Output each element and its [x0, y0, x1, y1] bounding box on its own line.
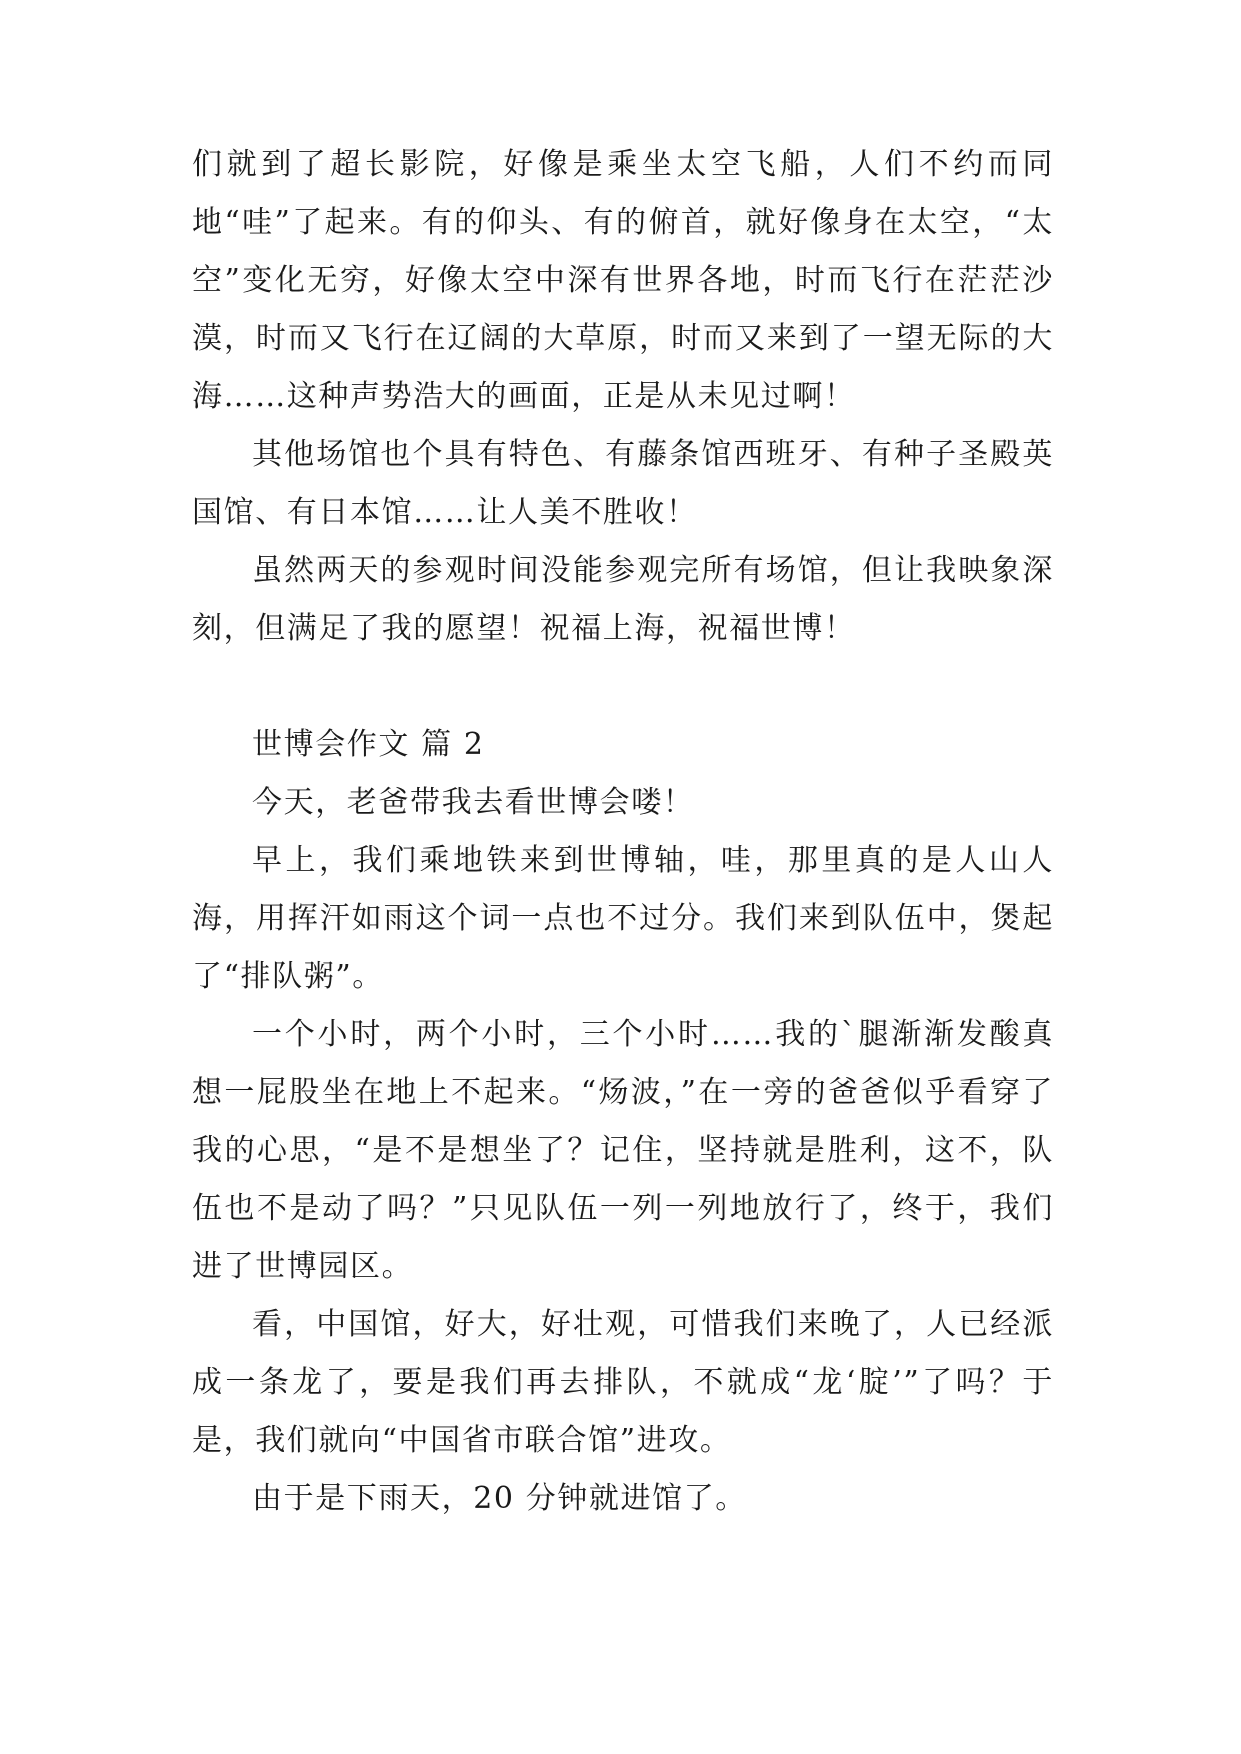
paragraph-continued: 们就到了超长影院，好像是乘坐太空飞船，人们不约而同地“哇”了起来。有的仰头、有的俯首，就好像身在太空，“太空”变化无穷，好像太空中深有世界各地，时而飞行在茫茫沙漠，时而又飞行在辽阔的大草原，时而又来到了一望无际的大海……这种声势浩大的画面，正是从未见过啊！ [192, 147, 1054, 414]
paragraph-morning-queue: 早上，我们乘地铁来到世博轴，哇，那里真的是人山人海，用挥汗如雨这个词一点也不过分。我们来到队伍中，煲起了“排队粥”。 [192, 843, 1054, 994]
document-body [192, 136, 1054, 1528]
paragraph-intro: 今天，老爸带我去看世博会喽！ [252, 785, 695, 820]
section-heading: 世博会作文 篇 2 [252, 727, 485, 762]
paragraph-other-pavilions: 其他场馆也个具有特色、有藤条馆西班牙、有种子圣殿英国馆、有日本馆……让人美不胜收！ [192, 437, 1054, 530]
paragraph-china-pavilion: 看，中国馆，好大，好壮观，可惜我们来晚了，人已经派成一条龙了，要是我们再去排队，不就成“龙‘腚’”了吗？于是，我们就向“中国省市联合馆”进攻。 [192, 1307, 1054, 1458]
paragraph-waiting: 一个小时，两个小时，三个小时……我的`腿渐渐发酸真想一屁股坐在地上不起来。“炀波，”在一旁的爸爸似乎看穿了我的心思，“是不是想坐了？记住，坚持就是胜利，这不，队伍也不是动了吗？”只见队伍一列一列地放行了，终于，我们进了世博园区。 [192, 1017, 1054, 1284]
section-spacer [192, 658, 1054, 716]
paragraph-closing-wishes: 虽然两天的参观时间没能参观完所有场馆，但让我映象深刻，但满足了我的愿望！祝福上海，祝福世博！ [192, 553, 1054, 646]
paragraph-rainy-day: 由于是下雨天，20 分钟就进馆了。 [252, 1481, 747, 1516]
